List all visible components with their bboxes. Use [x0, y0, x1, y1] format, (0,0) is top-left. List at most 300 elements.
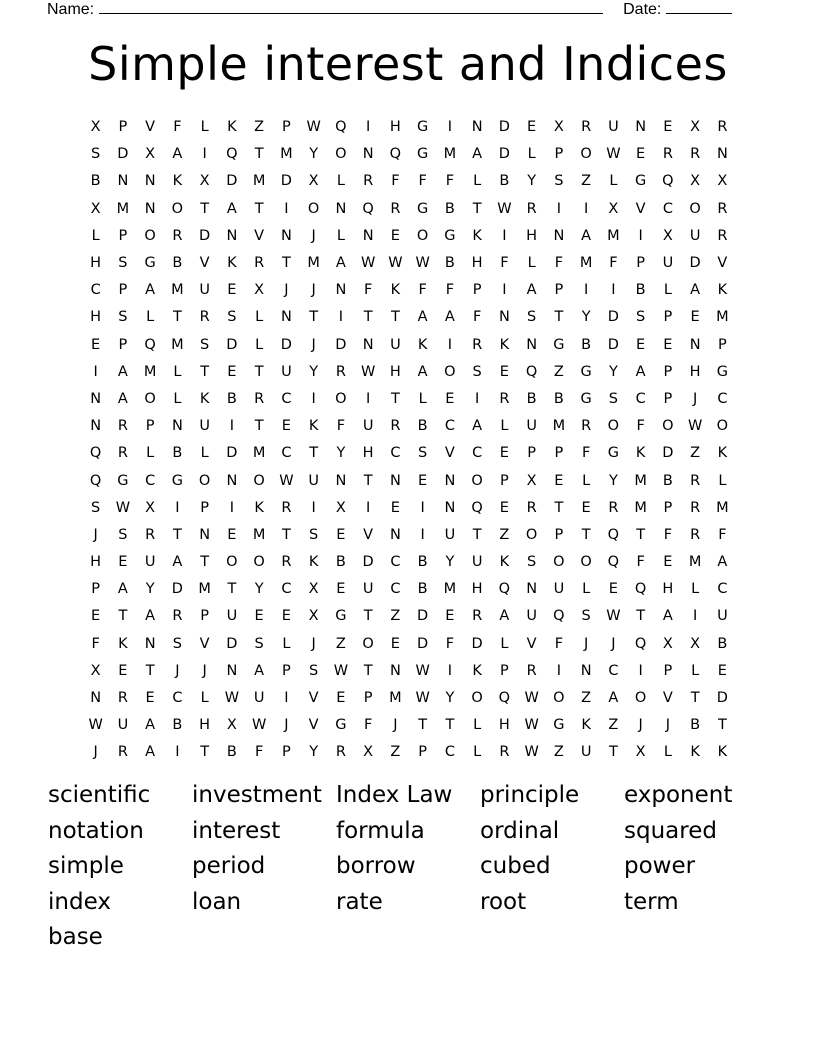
grid-letter[interactable]: B — [635, 282, 646, 299]
grid-letter[interactable]: D — [226, 445, 238, 462]
grid-letter[interactable]: S — [200, 336, 210, 353]
grid-letter[interactable]: R — [281, 499, 292, 516]
grid-letter[interactable]: H — [389, 119, 401, 136]
grid-letter[interactable]: U — [471, 554, 483, 571]
grid-letter[interactable]: J — [583, 635, 589, 652]
grid-letter[interactable]: A — [472, 146, 483, 163]
grid-letter[interactable]: H — [471, 581, 483, 598]
grid-letter[interactable]: N — [362, 227, 374, 244]
grid-letter[interactable]: Q — [498, 581, 511, 598]
grid-letter[interactable]: H — [471, 255, 483, 272]
grid-letter[interactable]: C — [145, 472, 156, 489]
grid-letter[interactable]: K — [199, 390, 210, 407]
grid-letter[interactable]: X — [90, 119, 101, 136]
grid-letter[interactable]: R — [117, 418, 128, 435]
grid-letter[interactable]: B — [172, 445, 183, 462]
grid-letter[interactable]: N — [716, 146, 728, 163]
grid-letter[interactable]: D — [226, 336, 238, 353]
grid-letter[interactable]: J — [665, 717, 671, 734]
grid-letter[interactable]: E — [663, 554, 673, 571]
grid-letter[interactable]: P — [554, 445, 564, 462]
grid-letter[interactable]: O — [662, 418, 674, 435]
grid-letter[interactable]: I — [638, 662, 643, 679]
grid-letter[interactable]: J — [638, 717, 643, 734]
grid-letter[interactable]: D — [607, 336, 619, 353]
grid-letter[interactable]: W — [415, 690, 430, 707]
grid-letter[interactable]: X — [308, 581, 319, 598]
grid-letter[interactable]: E — [663, 119, 673, 136]
grid-letter[interactable]: A — [226, 200, 237, 217]
grid-letter[interactable]: H — [362, 445, 374, 462]
grid-letter[interactable]: R — [499, 744, 510, 761]
grid-letter[interactable]: Y — [608, 363, 618, 380]
grid-letter[interactable]: T — [363, 662, 373, 679]
grid-letter[interactable]: N — [389, 526, 401, 543]
grid-letter[interactable]: S — [608, 390, 618, 407]
grid-letter[interactable]: W — [224, 690, 240, 707]
grid-letter[interactable]: I — [229, 418, 235, 435]
grid-letter[interactable]: D — [280, 173, 292, 190]
grid-letter[interactable]: O — [307, 200, 320, 217]
grid-letter[interactable]: N — [444, 499, 456, 516]
grid-letter[interactable]: N — [226, 472, 238, 489]
grid-letter[interactable]: L — [473, 173, 482, 190]
grid-letter[interactable]: C — [444, 418, 455, 435]
grid-letter[interactable]: U — [526, 418, 537, 435]
grid-letter[interactable]: U — [117, 717, 129, 734]
grid-letter[interactable]: L — [473, 744, 482, 761]
grid-letter[interactable]: E — [281, 608, 291, 625]
grid-letter[interactable]: U — [580, 744, 592, 761]
grid-letter[interactable]: Q — [553, 608, 565, 625]
grid-letter[interactable]: D — [607, 309, 619, 326]
grid-letter[interactable]: Z — [690, 445, 701, 462]
grid-letter[interactable]: E — [390, 499, 400, 516]
grid-letter[interactable]: X — [662, 635, 673, 652]
grid-letter[interactable]: N — [362, 336, 374, 353]
grid-letter[interactable]: T — [636, 608, 646, 625]
grid-letter[interactable]: Y — [581, 309, 591, 326]
grid-letter[interactable]: R — [145, 526, 156, 543]
grid-letter[interactable]: L — [582, 472, 591, 489]
grid-letter[interactable]: P — [118, 119, 128, 136]
grid-letter[interactable]: L — [282, 635, 291, 652]
grid-letter[interactable]: R — [690, 526, 701, 543]
grid-letter[interactable]: S — [118, 526, 128, 543]
grid-letter[interactable]: L — [663, 282, 672, 299]
grid-letter[interactable]: V — [308, 690, 319, 707]
grid-letter[interactable]: A — [145, 608, 156, 625]
grid-letter[interactable]: O — [553, 554, 565, 571]
grid-letter[interactable]: I — [284, 690, 289, 707]
grid-letter[interactable]: Q — [144, 336, 156, 353]
grid-letter[interactable]: W — [606, 608, 621, 625]
grid-letter[interactable]: N — [90, 690, 102, 707]
grid-letter[interactable]: Q — [89, 472, 102, 489]
grid-letter[interactable]: Z — [553, 744, 564, 761]
grid-letter[interactable]: N — [199, 526, 211, 543]
grid-letter[interactable]: N — [389, 472, 401, 489]
grid-letter[interactable]: O — [253, 554, 265, 571]
grid-letter[interactable]: O — [253, 472, 265, 489]
grid-letter[interactable]: X — [608, 200, 619, 217]
grid-letter[interactable]: R — [335, 744, 346, 761]
grid-letter[interactable]: I — [447, 662, 453, 679]
grid-letter[interactable]: O — [471, 472, 483, 489]
grid-letter[interactable]: C — [390, 445, 401, 462]
grid-letter[interactable]: X — [335, 499, 346, 516]
grid-letter[interactable]: N — [471, 119, 483, 136]
grid-letter[interactable]: W — [415, 255, 430, 272]
grid-letter[interactable]: O — [607, 418, 620, 435]
grid-letter[interactable]: D — [417, 635, 429, 652]
grid-letter[interactable]: E — [717, 662, 727, 679]
grid-letter[interactable]: W — [360, 255, 376, 272]
grid-letter[interactable]: T — [281, 526, 291, 543]
grid-letter[interactable]: U — [526, 608, 537, 625]
grid-letter[interactable]: K — [581, 717, 591, 734]
grid-letter[interactable]: O — [144, 227, 156, 244]
grid-letter[interactable]: B — [172, 255, 183, 272]
grid-letter[interactable]: P — [118, 282, 128, 299]
grid-letter[interactable]: T — [608, 744, 618, 761]
grid-letter[interactable]: K — [635, 445, 646, 462]
grid-letter[interactable]: T — [363, 608, 373, 625]
grid-letter[interactable]: B — [335, 554, 346, 571]
grid-letter[interactable]: Y — [309, 744, 319, 761]
grid-letter[interactable]: C — [472, 445, 483, 462]
grid-letter[interactable]: L — [609, 173, 618, 190]
grid-letter[interactable]: T — [227, 581, 237, 598]
grid-letter[interactable]: B — [417, 581, 428, 598]
grid-letter[interactable]: R — [117, 445, 128, 462]
grid-letter[interactable]: U — [662, 255, 674, 272]
grid-letter[interactable]: E — [91, 336, 101, 353]
grid-letter[interactable]: M — [634, 499, 647, 516]
grid-letter[interactable]: A — [145, 282, 156, 299]
grid-letter[interactable]: F — [718, 526, 727, 543]
grid-letter[interactable]: F — [554, 255, 564, 272]
grid-letter[interactable]: M — [579, 255, 593, 272]
grid-letter[interactable]: W — [524, 717, 539, 734]
grid-letter[interactable]: V — [254, 227, 265, 244]
grid-letter[interactable]: E — [636, 146, 646, 163]
grid-letter[interactable]: I — [556, 662, 562, 679]
grid-letter[interactable]: R — [390, 200, 401, 217]
grid-letter[interactable]: O — [580, 146, 592, 163]
grid-letter[interactable]: C — [717, 390, 728, 407]
grid-letter[interactable]: E — [690, 309, 700, 326]
grid-letter[interactable]: N — [144, 635, 156, 652]
grid-letter[interactable]: F — [363, 717, 373, 734]
grid-letter[interactable]: D — [226, 635, 238, 652]
grid-letter[interactable]: L — [173, 363, 182, 380]
grid-letter[interactable]: T — [200, 744, 210, 761]
grid-letter[interactable]: E — [445, 390, 455, 407]
grid-letter[interactable]: J — [311, 282, 316, 299]
grid-letter[interactable]: C — [717, 581, 728, 598]
grid-letter[interactable]: L — [418, 390, 427, 407]
grid-letter[interactable]: J — [175, 662, 180, 679]
grid-letter[interactable]: Z — [335, 635, 346, 652]
grid-letter[interactable]: G — [335, 717, 347, 734]
grid-letter[interactable]: W — [251, 717, 267, 734]
grid-letter[interactable]: L — [582, 581, 591, 598]
grid-letter[interactable]: I — [202, 146, 207, 163]
grid-letter[interactable]: U — [226, 608, 238, 625]
grid-letter[interactable]: G — [444, 227, 456, 244]
grid-letter[interactable]: Y — [309, 146, 319, 163]
grid-letter[interactable]: K — [499, 336, 510, 353]
grid-letter[interactable]: P — [554, 146, 564, 163]
grid-letter[interactable]: D — [662, 445, 674, 462]
grid-letter[interactable]: N — [362, 146, 374, 163]
grid-letter[interactable]: B — [444, 200, 455, 217]
grid-letter[interactable]: B — [172, 717, 183, 734]
grid-letter[interactable]: F — [363, 282, 373, 299]
grid-letter[interactable]: E — [145, 690, 155, 707]
grid-letter[interactable]: G — [716, 363, 728, 380]
grid-letter[interactable]: B — [417, 418, 428, 435]
grid-letter[interactable]: T — [363, 472, 373, 489]
grid-letter[interactable]: D — [362, 554, 374, 571]
grid-letter[interactable]: X — [145, 146, 156, 163]
grid-letter[interactable]: M — [280, 146, 293, 163]
grid-letter[interactable]: T — [145, 662, 155, 679]
grid-letter[interactable]: J — [311, 336, 316, 353]
grid-letter[interactable]: F — [445, 635, 455, 652]
grid-letter[interactable]: U — [362, 581, 374, 598]
grid-letter[interactable]: R — [117, 690, 128, 707]
grid-letter[interactable]: Y — [527, 173, 537, 190]
grid-letter[interactable]: H — [389, 363, 401, 380]
grid-letter[interactable]: Y — [445, 554, 455, 571]
grid-letter[interactable]: Q — [226, 146, 238, 163]
grid-letter[interactable]: T — [254, 363, 264, 380]
grid-letter[interactable]: I — [420, 526, 425, 543]
grid-letter[interactable]: R — [335, 363, 346, 380]
grid-letter[interactable]: E — [390, 227, 400, 244]
grid-letter[interactable]: O — [471, 690, 483, 707]
grid-letter[interactable]: W — [333, 662, 349, 679]
grid-letter[interactable]: N — [553, 227, 565, 244]
grid-letter[interactable]: L — [691, 581, 700, 598]
grid-letter[interactable]: O — [198, 472, 211, 489]
grid-letter[interactable]: Y — [254, 581, 264, 598]
grid-letter[interactable]: X — [226, 717, 237, 734]
grid-letter[interactable]: W — [524, 744, 539, 761]
grid-letter[interactable]: P — [145, 418, 155, 435]
grid-letter[interactable]: O — [335, 390, 347, 407]
grid-letter[interactable]: Q — [362, 200, 374, 217]
grid-letter[interactable]: I — [583, 200, 589, 217]
grid-letter[interactable]: M — [389, 690, 402, 707]
grid-letter[interactable]: S — [118, 309, 128, 326]
grid-letter[interactable]: G — [171, 472, 183, 489]
grid-letter[interactable]: A — [635, 363, 646, 380]
grid-letter[interactable]: B — [444, 255, 455, 272]
grid-letter[interactable]: N — [90, 390, 102, 407]
grid-letter[interactable]: R — [172, 608, 183, 625]
grid-letter[interactable]: R — [281, 554, 292, 571]
grid-letter[interactable]: R — [690, 146, 701, 163]
grid-letter[interactable]: T — [254, 418, 264, 435]
grid-letter[interactable]: R — [662, 146, 673, 163]
grid-letter[interactable]: T — [254, 200, 264, 217]
grid-letter[interactable]: Y — [145, 581, 155, 598]
grid-letter[interactable]: P — [500, 662, 509, 679]
grid-letter[interactable]: F — [418, 282, 427, 299]
grid-letter[interactable]: B — [417, 554, 428, 571]
grid-letter[interactable]: F — [254, 744, 264, 761]
grid-letter[interactable]: E — [527, 119, 537, 136]
grid-letter[interactable]: T — [636, 526, 646, 543]
grid-letter[interactable]: T — [418, 717, 428, 734]
grid-letter[interactable]: A — [662, 608, 673, 625]
grid-letter[interactable]: O — [335, 146, 347, 163]
grid-letter[interactable]: E — [418, 472, 428, 489]
grid-letter[interactable]: I — [447, 119, 453, 136]
grid-letter[interactable]: L — [718, 472, 727, 489]
grid-letter[interactable]: L — [473, 717, 482, 734]
grid-letter[interactable]: N — [526, 581, 538, 598]
grid-letter[interactable]: Q — [498, 690, 511, 707]
grid-letter[interactable]: R — [172, 227, 183, 244]
grid-letter[interactable]: P — [663, 390, 673, 407]
grid-letter[interactable]: J — [611, 635, 616, 652]
grid-letter[interactable]: J — [284, 282, 289, 299]
grid-letter[interactable]: R — [472, 608, 483, 625]
grid-letter[interactable]: M — [171, 336, 184, 353]
grid-letter[interactable]: Q — [607, 554, 620, 571]
grid-letter[interactable]: N — [580, 662, 592, 679]
grid-letter[interactable]: X — [90, 662, 101, 679]
grid-letter[interactable]: X — [662, 227, 673, 244]
grid-letter[interactable]: Q — [607, 526, 620, 543]
grid-letter[interactable]: N — [498, 309, 510, 326]
grid-letter[interactable]: P — [554, 282, 564, 299]
grid-letter[interactable]: T — [118, 608, 128, 625]
grid-letter[interactable]: G — [607, 445, 619, 462]
grid-letter[interactable]: N — [335, 282, 347, 299]
grid-letter[interactable]: T — [472, 200, 482, 217]
grid-letter[interactable]: B — [226, 390, 237, 407]
grid-letter[interactable]: J — [311, 635, 316, 652]
grid-letter[interactable]: E — [445, 608, 455, 625]
grid-letter[interactable]: P — [118, 336, 128, 353]
grid-letter[interactable]: K — [172, 173, 183, 190]
grid-letter[interactable]: X — [717, 173, 728, 190]
grid-letter[interactable]: H — [90, 554, 102, 571]
grid-letter[interactable]: P — [200, 608, 209, 625]
grid-letter[interactable]: I — [502, 227, 507, 244]
grid-letter[interactable]: V — [363, 526, 374, 543]
grid-letter[interactable]: I — [583, 282, 589, 299]
grid-letter[interactable]: A — [254, 662, 265, 679]
grid-letter[interactable]: D — [335, 336, 347, 353]
grid-letter[interactable]: T — [581, 526, 591, 543]
grid-letter[interactable]: M — [552, 418, 566, 435]
grid-letter[interactable]: T — [472, 526, 482, 543]
grid-letter[interactable]: C — [281, 445, 292, 462]
grid-letter[interactable]: C — [635, 390, 646, 407]
grid-letter[interactable]: Y — [336, 445, 346, 462]
grid-letter[interactable]: W — [415, 662, 430, 679]
grid-letter[interactable]: A — [145, 744, 156, 761]
name-blank-line[interactable] — [99, 0, 603, 14]
grid-letter[interactable]: X — [145, 499, 156, 516]
grid-letter[interactable]: G — [117, 472, 129, 489]
grid-letter[interactable]: L — [500, 418, 509, 435]
grid-letter[interactable]: E — [581, 499, 591, 516]
grid-letter[interactable]: P — [663, 662, 673, 679]
grid-letter[interactable]: K — [472, 227, 482, 244]
grid-letter[interactable]: P — [663, 363, 673, 380]
grid-letter[interactable]: K — [254, 499, 264, 516]
grid-letter[interactable]: P — [663, 309, 673, 326]
grid-letter[interactable]: H — [662, 581, 674, 598]
grid-letter[interactable]: D — [280, 336, 292, 353]
grid-letter[interactable]: S — [91, 499, 101, 516]
grid-letter[interactable]: P — [91, 581, 100, 598]
grid-letter[interactable]: W — [497, 200, 512, 217]
grid-letter[interactable]: A — [117, 390, 128, 407]
grid-letter[interactable]: K — [118, 635, 128, 652]
grid-letter[interactable]: T — [717, 717, 727, 734]
grid-letter[interactable]: E — [608, 581, 618, 598]
grid-letter[interactable]: S — [172, 635, 182, 652]
grid-letter[interactable]: E — [227, 526, 237, 543]
grid-letter[interactable]: K — [308, 554, 319, 571]
grid-letter[interactable]: F — [609, 255, 618, 272]
grid-letter[interactable]: V — [145, 119, 156, 136]
grid-letter[interactable]: M — [634, 472, 647, 489]
grid-letter[interactable]: C — [390, 581, 401, 598]
grid-letter[interactable]: E — [254, 608, 264, 625]
grid-letter[interactable]: L — [146, 445, 155, 462]
grid-letter[interactable]: C — [90, 282, 101, 299]
grid-letter[interactable]: J — [93, 744, 98, 761]
grid-letter[interactable]: W — [360, 363, 376, 380]
grid-letter[interactable]: P — [118, 227, 128, 244]
grid-letter[interactable]: C — [662, 200, 673, 217]
grid-letter[interactable]: L — [691, 662, 700, 679]
grid-letter[interactable]: L — [91, 227, 100, 244]
grid-letter[interactable]: A — [581, 227, 592, 244]
grid-letter[interactable]: F — [581, 445, 591, 462]
grid-letter[interactable]: A — [335, 255, 346, 272]
grid-letter[interactable]: E — [554, 472, 564, 489]
grid-letter[interactable]: U — [717, 608, 728, 625]
grid-letter[interactable]: E — [663, 336, 673, 353]
grid-letter[interactable]: G — [417, 119, 429, 136]
grid-letter[interactable]: X — [308, 173, 319, 190]
grid-letter[interactable]: E — [118, 662, 128, 679]
grid-letter[interactable]: B — [717, 635, 728, 652]
grid-letter[interactable]: Q — [662, 173, 674, 190]
grid-letter[interactable]: O — [689, 200, 701, 217]
grid-letter[interactable]: N — [226, 662, 238, 679]
grid-letter[interactable]: R — [717, 119, 728, 136]
grid-letter[interactable]: A — [608, 690, 619, 707]
grid-letter[interactable]: B — [662, 472, 673, 489]
grid-letter[interactable]: F — [663, 526, 673, 543]
grid-letter[interactable]: M — [198, 581, 211, 598]
grid-letter[interactable]: D — [498, 119, 510, 136]
grid-letter[interactable]: L — [255, 336, 264, 353]
grid-letter[interactable]: E — [336, 690, 346, 707]
grid-letter[interactable]: E — [118, 554, 128, 571]
